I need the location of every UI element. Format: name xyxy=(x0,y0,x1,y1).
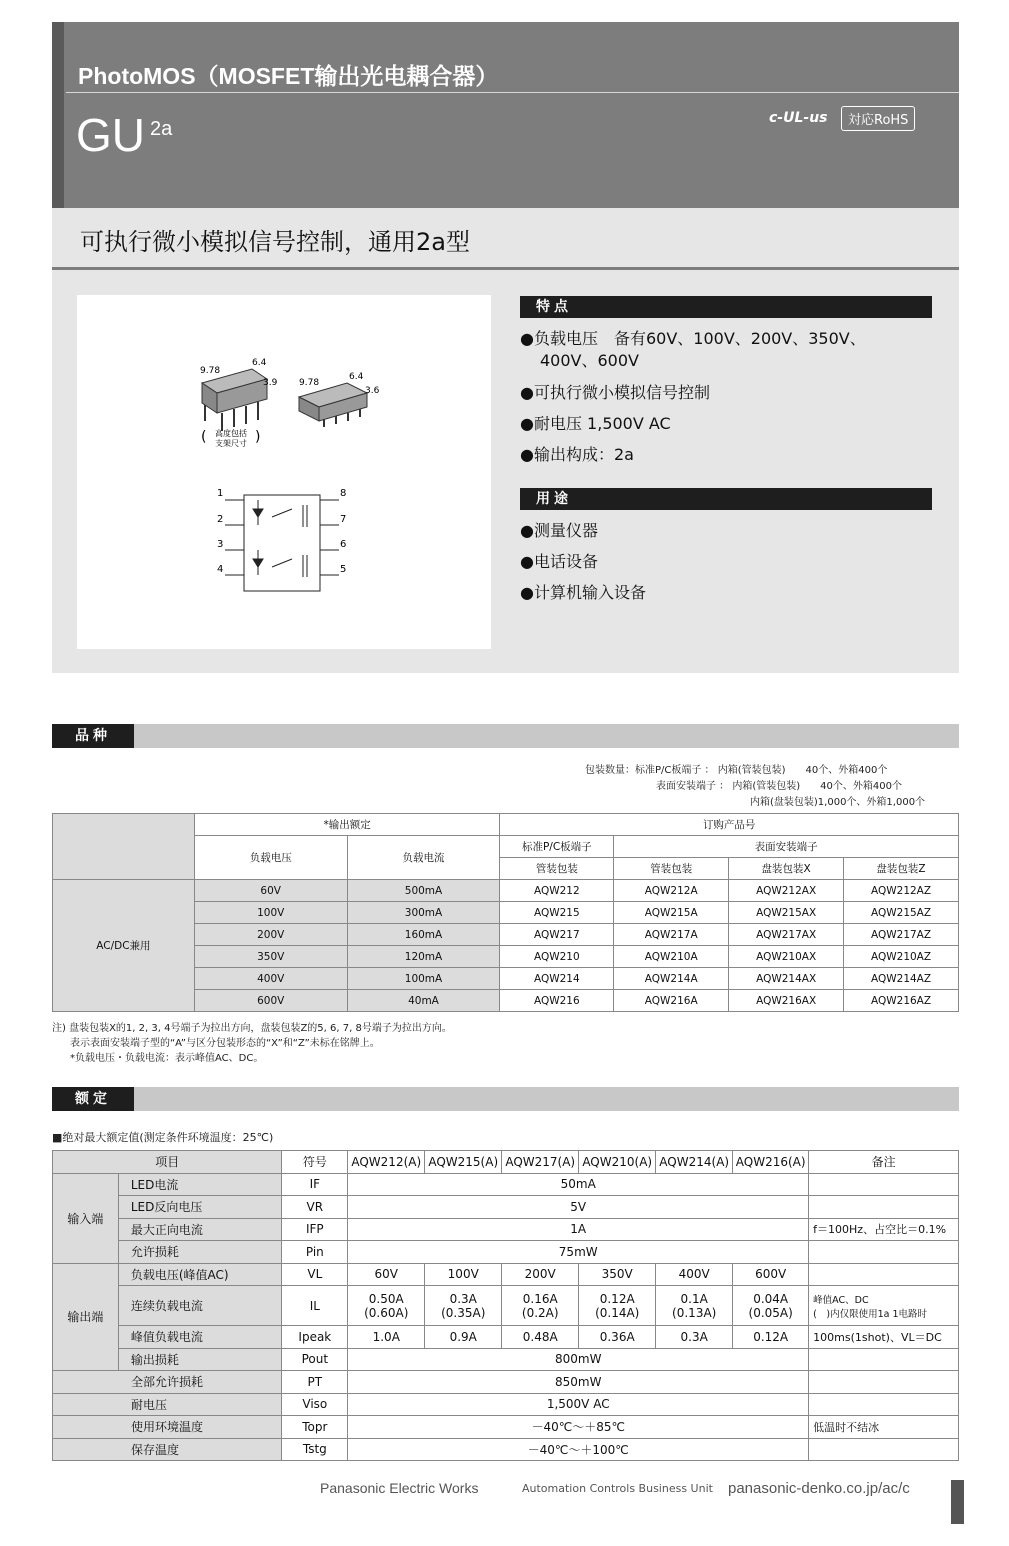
feature-item-2: ●可执行微小模拟信号控制 xyxy=(520,383,710,402)
header-load-current: 负载电流 xyxy=(347,836,500,880)
model-suffix: 2a xyxy=(150,118,173,140)
svg-text:): ) xyxy=(255,429,261,445)
dip-package-icon xyxy=(202,369,267,431)
table-row: 200V 160mA AQW217 AQW217A AQW217AX AQW217AZ xyxy=(53,924,959,946)
table-row: 允许损耗 Pin 75mW xyxy=(53,1241,959,1264)
header-divider xyxy=(66,92,959,93)
ratings-band xyxy=(52,1087,959,1111)
uses-heading: 用途 xyxy=(520,488,932,510)
feature-item-3: ●耐电压 1,500V AC xyxy=(520,414,671,433)
product-notes xyxy=(52,1021,452,1066)
pin-3-label: 3 xyxy=(217,539,224,550)
header-reel-z: 盘装包装Z xyxy=(844,858,959,880)
ratings-tag: 额定 xyxy=(52,1087,134,1111)
use-item-2: ●电话设备 xyxy=(520,552,598,571)
table-row: 输出损耗 Pout 800mW xyxy=(53,1348,959,1371)
pin-1-label: 1 xyxy=(217,488,224,499)
figure-caption-2: 支架尺寸 xyxy=(215,439,247,448)
pin-4-label: 4 xyxy=(217,564,224,575)
table-row: LED反向电压 VR 5V xyxy=(53,1196,959,1219)
products-band xyxy=(52,724,959,748)
header-tube2: 管装包装 xyxy=(614,858,729,880)
table-row: 使用环境温度 Topr －40℃～＋85℃ 低温时不结冰 xyxy=(53,1416,959,1439)
note-3: *负载电压・负载电流：表示峰值AC、DC。 xyxy=(70,1053,264,1064)
table-row: 最大正向电流 IFP 1A f＝100Hz、占空比＝0.1% xyxy=(53,1218,959,1241)
dip-dim-length: 9.78 xyxy=(200,366,221,376)
header-banner xyxy=(52,22,959,208)
packing-line-2: 表面安装端子 ： 内箱(管装包装) 40个、外箱400个 xyxy=(656,781,902,792)
dip-dim-width: 6.4 xyxy=(252,358,267,368)
use-item-3: ●计算机输入设备 xyxy=(520,583,646,602)
product-figure xyxy=(77,295,491,649)
pin-2-label: 2 xyxy=(217,514,224,525)
svg-text:(: ( xyxy=(201,429,207,445)
pin-8-label: 8 xyxy=(340,488,347,499)
smd-dim-height: 3.6 xyxy=(365,386,380,396)
product-table xyxy=(52,813,959,1012)
footer-brand: Panasonic Electric Works xyxy=(320,1480,479,1496)
package-and-circuit-diagram xyxy=(77,295,491,649)
header-std: 标准P/C板端子 xyxy=(500,836,614,858)
table-row: 峰值负载电流 Ipeak 1.0A 0.9A 0.48A 0.36A 0.3A 0.12A 100ms(1shot)、VL＝DC xyxy=(53,1326,959,1349)
footer-block xyxy=(951,1480,964,1524)
rohs-badge: 対応RoHS xyxy=(841,106,915,131)
feature-item-1-cont: 400V、600V xyxy=(540,351,639,370)
use-item-1: ●测量仪器 xyxy=(520,521,598,540)
note-1: 注) 盘装包装X的1, 2, 3, 4号端子为拉出方向，盘装包装Z的5, 6, 7, 8号端子为拉出方向。 xyxy=(52,1023,452,1034)
table-row: 350V 120mA AQW210 AQW210A AQW210AX AQW210AZ xyxy=(53,946,959,968)
footer-unit: Automation Controls Business Unit xyxy=(522,1482,713,1495)
subtitle-text: 可执行微小模拟信号控制，通用2a型 xyxy=(80,228,470,256)
circuit-diagram xyxy=(225,495,339,591)
table-row: 连续负载电流 IL 0.50A (0.60A) 0.3A (0.35A) 0.16A (0.2A) 0.12A (0.14A) 0.1A (0.13A) 0.04A (0.05A) 峰值AC、DC ( )内仅限使用1a 1电路时 xyxy=(53,1286,959,1326)
features-heading: 特点 xyxy=(520,296,932,318)
table-row: 100V 300mA AQW215 AQW215A AQW215AX AQW215AZ xyxy=(53,902,959,924)
table-corner xyxy=(53,814,195,880)
packing-line-3: 内箱(盘装包装)1,000个、外箱1,000个 xyxy=(750,797,926,808)
row-group-label: AC/DC兼用 xyxy=(53,880,195,1012)
note-2: 表示表面安装端子型的“A”与区分包装形态的“X”和“Z”未标在铭牌上。 xyxy=(70,1038,380,1049)
ratings-table xyxy=(52,1150,959,1461)
ratings-subtitle: ■绝对最大额定值(测定条件环境温度：25℃) xyxy=(52,1131,274,1144)
product-title: PhotoMOS（MOSFET输出光电耦合器） xyxy=(78,63,499,89)
table-row: AC/DC兼用 60V 500mA AQW212 AQW212A AQW212AX AQW212AZ xyxy=(53,880,959,902)
ratings-header-row: 项目 符号 AQW212(A) AQW215(A) AQW217(A) AQW210(A) AQW214(A) AQW216(A) 备注 xyxy=(53,1151,959,1174)
table-row: 400V 100mA AQW214 AQW214A AQW214AX AQW214AZ xyxy=(53,968,959,990)
smd-dim-length: 9.78 xyxy=(299,378,320,388)
table-row: 耐电压 Viso 1,500V AC xyxy=(53,1393,959,1416)
table-row: 保存温度 Tstg －40℃～＋100℃ xyxy=(53,1438,959,1461)
header-reel-x: 盘装包装X xyxy=(729,858,844,880)
subtitle-bar xyxy=(52,208,959,270)
table-row: 600V 40mA AQW216 AQW216A AQW216AX AQW216AZ xyxy=(53,990,959,1012)
table-row: 输出端 负载电压(峰值AC) VL 60V 100V 200V 350V 400V 600V xyxy=(53,1263,959,1286)
ul-cert-icon: c-UL-us xyxy=(769,110,828,126)
table-row: 输入端 LED电流 IF 50mA xyxy=(53,1173,959,1196)
dip-dim-height: 3.9 xyxy=(263,378,278,388)
header-order: 订购产品号 xyxy=(500,814,959,836)
feature-item-4: ●输出构成：2a xyxy=(520,445,634,464)
model-name: GU xyxy=(76,109,145,161)
feature-panel xyxy=(52,270,959,673)
header-load-voltage: 负载电压 xyxy=(194,836,347,880)
header-smd: 表面安装端子 xyxy=(614,836,959,858)
pin-7-label: 7 xyxy=(340,514,347,525)
pin-5-label: 5 xyxy=(340,564,347,575)
smd-package-icon xyxy=(299,383,367,427)
header-stripe xyxy=(52,22,64,208)
products-tag: 品种 xyxy=(52,724,134,748)
pin-6-label: 6 xyxy=(340,539,347,550)
table-row: 全部允许损耗 PT 850mW xyxy=(53,1371,959,1394)
smd-dim-width: 6.4 xyxy=(349,372,364,382)
footer-site-link[interactable]: panasonic-denko.co.jp/ac/c xyxy=(728,1480,910,1497)
header-output: *输出额定 xyxy=(194,814,500,836)
header-tube: 管装包装 xyxy=(500,858,614,880)
feature-item-1: ●负载电压 备有60V、100V、200V、350V、 xyxy=(520,329,866,348)
figure-caption-1: 高度包括 xyxy=(215,429,247,438)
packing-line-1: 包装数量：标准P/C板端子 ： 内箱(管装包装) 40个、外箱400个 xyxy=(585,765,888,776)
